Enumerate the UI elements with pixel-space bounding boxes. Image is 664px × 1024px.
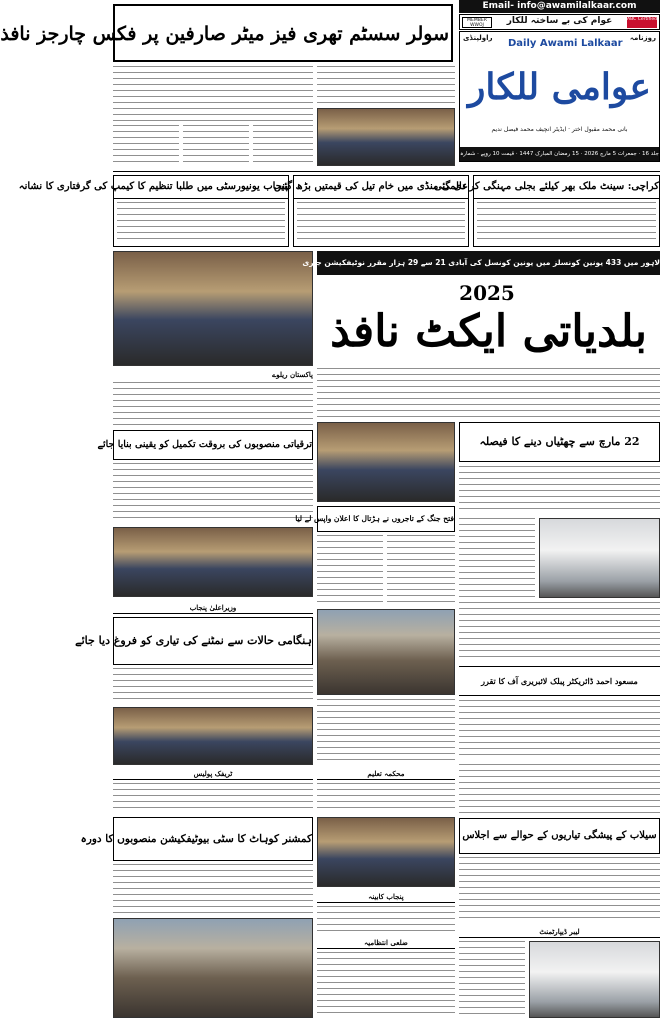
section-head-5: پنجاب کابینہ [368,892,404,901]
flood-box [459,818,660,854]
roznama-label: روزنامہ [629,34,656,42]
emergency-headline: ہنگامی حالات سے نمٹنے کی تیاری کو فروغ دیا جائے [75,634,312,647]
masthead-block [459,31,660,171]
section-head-6: ضلعی انتظامیہ [364,938,408,947]
emergency-text [113,668,313,704]
war-text-a [317,535,383,605]
decision-text [459,466,660,514]
left-column-briefs [113,370,313,426]
karachi-box [434,175,660,247]
top-headline-banner [0,4,453,62]
emergency-box [75,617,313,665]
abc-badge: ABC Certified [627,17,657,28]
center-bottom-text-2 [317,952,455,1018]
punjab-box [18,175,289,247]
right-col-text [459,518,535,598]
war-box [295,506,455,532]
section-head-1: پاکستان ریلوے [272,370,313,379]
english-name: Daily Awami Lalkaar [508,38,623,49]
flood-headline: سیلاب کے پیشگی تیاریوں کے حوالے سے اجلاس [462,830,657,841]
projects-text [113,463,313,523]
war-headline: فتح جنگ کے تاجروں نے ہڑتال کا اعلان واپس لے لیا [295,514,454,523]
seminar-photo [113,707,313,765]
section-head-7: لیبر ڈیپارٹمنٹ [539,927,580,936]
decision-box [459,422,660,462]
section-head-4: محکمہ تعلیم [367,769,405,778]
section-4-strip [317,768,455,780]
tagline: عوام کی بے ساختہ للکار [506,16,613,26]
banner-story-text [113,66,313,122]
mid-right-text-a [459,602,660,662]
col-text-b [183,125,249,167]
col-text-a [113,125,179,167]
appointment-box [459,666,660,696]
oath-ceremony-photo [317,422,455,502]
lower-right-text [459,764,660,814]
lead-headline-block [317,279,660,365]
group-photo-right [529,941,660,1018]
col-text-c [253,125,313,167]
appointment-text [459,700,660,760]
decision-headline: 22 مارچ سے چھٹیاں دینے کا فیصلہ [479,435,640,448]
city-visit-photo [113,918,313,1018]
banner-photo [317,108,455,166]
local-strip [302,251,660,275]
section-6-strip [317,937,455,949]
email-text: Email- info@awamilalkaar.com [482,1,637,11]
section-head-2: وزیراعلیٰ پنجاب [189,603,237,612]
karachi-headline: کراچی: سینٹ ملک بھر کیلئے بجلی مہنگی کر دی گئی [474,176,659,199]
lower-center-text [317,783,455,813]
bazaar-photo [317,609,455,695]
cabinet-meeting-photo [113,251,313,366]
section-head-3: ٹریفک پولیس [193,769,233,778]
oil-headline: عالمی منڈی میں خام تیل کی قیمتیں بڑھ گئیں [294,176,468,199]
city-label: راولپنڈی [463,34,493,42]
bottom-right-text [459,941,525,1018]
projects-headline: ترقیاتی منصوبوں کی بروقت تکمیل کو یقینی بنایا جائے [97,439,312,450]
meeting-photo-2 [113,527,313,597]
tagline-strip [459,14,660,30]
appointment-headline: مسعود احمد ڈائریکٹر پبلک لائبریری آف کا تقرر [481,676,638,686]
row-divider-1 [113,171,660,172]
commissioner-box [80,817,313,861]
lead-story-text [317,368,660,418]
section-2-strip [113,602,313,614]
member-badge: MEMBER WWOJ [462,17,492,28]
commissioner-headline: کمشنر کوہاٹ کا سٹی بیوٹیفکیشن منصوبوں کا دورہ [80,833,312,845]
center-bottom-text [317,906,455,934]
flood-text [459,857,660,923]
mid-center-text [317,699,455,765]
section-5-strip [317,891,455,903]
publisher-line: بانی محمد مقبول اختر · ایڈیٹر انچیف محمد فیصل ندیم [491,126,628,133]
section-7-strip [459,926,660,938]
email-bar [459,0,660,13]
commissioner-text [113,864,313,914]
banner-story-text-2 [317,66,455,104]
health-photo [539,518,660,598]
lower-left-text [113,783,313,813]
lead-headline: بلدیاتی ایکٹ نافذ [330,306,647,357]
war-text-b [387,535,455,605]
lead-year: 2025 [459,281,515,305]
top-headline: سولر سسٹم تھری فیز میٹر صارفین پر فکس چارجز نافذ [0,23,449,45]
urdu-logo: عوامی للکار [467,66,652,108]
diplomatic-meeting-photo [317,817,455,887]
projects-box [97,430,313,460]
punjab-headline: پنجاب یونیورسٹی میں طلبا تنظیم کا کیمپ کی گرفتاری کا نشانہ [114,176,288,199]
section-3-strip [113,768,313,780]
dateline: جلد 16 · جمعرات 5 مارچ 2026 · 15 رمضان المبارک 1447 · قیمت 10 روپے · شمارہ 326 [460,147,659,161]
local-strip-text: لاہور میں 433 یونین کونسلز میں یونین کونسل کی آبادی 21 سے 29 ہزار مقرر نوٹیفکیشن جاری [302,258,660,267]
